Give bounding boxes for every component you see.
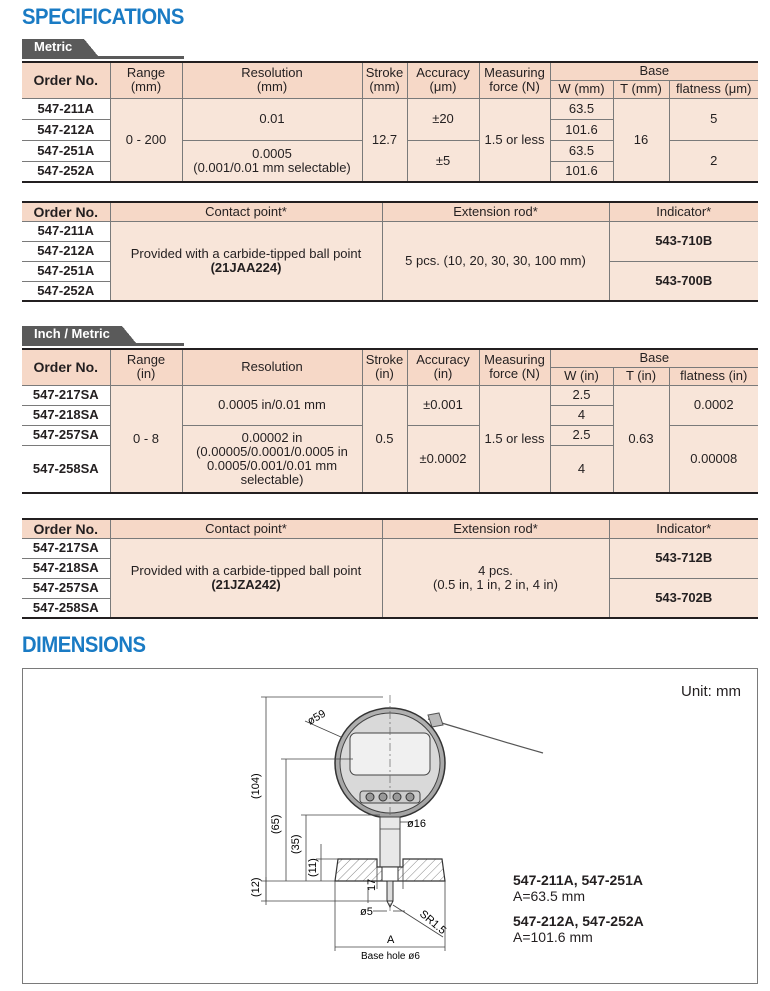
- indicator-cell: 543-710B: [609, 221, 758, 261]
- indicator-cell: 543-712B: [609, 538, 758, 578]
- w-cell: 2.5: [550, 425, 613, 445]
- col-accuracy: Accuracy (in): [407, 349, 479, 385]
- col-force: Measuring force (N): [479, 349, 550, 385]
- flatness-cell: 0.00008: [669, 425, 758, 493]
- order-cell: 547-211A: [22, 221, 110, 241]
- col-order-no: Order No.: [22, 349, 110, 385]
- force-cell: 1.5 or less: [479, 385, 550, 493]
- col-range: Range (in): [110, 349, 182, 385]
- col-base: Base: [550, 62, 758, 80]
- col-order-no: Order No.: [22, 519, 110, 538]
- order-cell: 547-217SA: [22, 385, 110, 405]
- dim-sr: SR1.5: [417, 908, 449, 937]
- dimensions-panel: [22, 668, 758, 984]
- dim-h11: (11): [307, 858, 319, 877]
- col-resolution: Resolution: [182, 349, 362, 385]
- order-cell: 547-257SA: [22, 578, 110, 598]
- w-cell: 63.5: [550, 140, 613, 161]
- col-contact-point: Contact point*: [110, 519, 382, 538]
- resolution-cell: 0.00002 in (0.00005/0.0001/0.0005 in 0.0005/0.001/0.01 mm selectable): [182, 425, 362, 493]
- order-cell: 547-257SA: [22, 425, 110, 445]
- col-indicator: Indicator*: [609, 519, 758, 538]
- order-cell: 547-212A: [22, 241, 110, 261]
- t-cell: 16: [613, 98, 669, 182]
- col-stroke: Stroke (mm): [362, 62, 407, 98]
- range-cell: 0 - 8: [110, 385, 182, 493]
- dim-d16: ø16: [407, 818, 426, 830]
- col-base: Base: [550, 349, 758, 367]
- flatness-cell: 2: [669, 140, 758, 182]
- order-cell: 547-218SA: [22, 558, 110, 578]
- t-cell: 0.63: [613, 385, 669, 493]
- dim-d59: ø59: [305, 707, 328, 728]
- col-w: W (mm): [550, 80, 613, 98]
- order-cell: 547-218SA: [22, 405, 110, 425]
- dim-a: A: [387, 934, 395, 946]
- col-resolution: Resolution (mm): [182, 62, 362, 98]
- col-order-no: Order No.: [22, 202, 110, 221]
- inch-spec-table: [22, 348, 758, 494]
- col-range: Range (mm): [110, 62, 182, 98]
- dimensions-title: DIMENSIONS: [22, 632, 146, 657]
- col-order-no: Order No.: [22, 62, 110, 98]
- extension-rod-cell: 5 pcs. (10, 20, 30, 30, 100 mm): [382, 221, 609, 301]
- stem: [380, 817, 400, 867]
- specifications-title: SPECIFICATIONS: [22, 4, 184, 29]
- col-stroke: Stroke (in): [362, 349, 407, 385]
- w-cell: 4: [550, 445, 613, 493]
- col-accuracy: Accuracy (μm): [407, 62, 479, 98]
- contact-point-cell: Provided with a carbide-tipped ball point (21JAA224): [110, 221, 382, 301]
- dim-base-hole: Base hole ø6: [361, 951, 420, 962]
- dim-d17: 17: [366, 878, 378, 891]
- w-cell: 63.5: [550, 98, 613, 119]
- stroke-cell: 0.5: [362, 385, 407, 493]
- metric-accessory-table: [22, 201, 758, 302]
- inch-metric-tag-label: Inch / Metric: [22, 326, 122, 343]
- flatness-cell: 5: [669, 98, 758, 140]
- depth-gauge-drawing: [23, 669, 759, 985]
- order-cell: 547-217SA: [22, 538, 110, 558]
- dim-h35: (35): [290, 834, 302, 854]
- inch-metric-tag: [22, 325, 136, 343]
- w-cell: 101.6: [550, 161, 613, 182]
- unit-label: Unit: mm: [681, 683, 741, 700]
- inch-accessory-table: [22, 518, 758, 619]
- range-cell: 0 - 200: [110, 98, 182, 182]
- cable-line: [428, 719, 543, 753]
- dim-d5: ø5: [360, 906, 373, 918]
- col-flatness: flatness (in): [669, 367, 758, 385]
- order-cell: 547-211A: [22, 98, 110, 119]
- col-flatness: flatness (μm): [669, 80, 758, 98]
- order-cell: 547-258SA: [22, 445, 110, 493]
- order-cell: 547-251A: [22, 140, 110, 161]
- resolution-cell: 0.0005 in/0.01 mm: [182, 385, 362, 425]
- order-cell: 547-212A: [22, 119, 110, 140]
- note-model-group-2: 547-212A, 547-252A A=101.6 mm: [513, 913, 644, 945]
- order-cell: 547-251A: [22, 261, 110, 281]
- w-cell: 4: [550, 405, 613, 425]
- accuracy-cell: ±0.001: [407, 385, 479, 425]
- contact-point-cell: Provided with a carbide-tipped ball point (21JZA242): [110, 538, 382, 618]
- order-cell: 547-252A: [22, 281, 110, 301]
- order-cell: 547-258SA: [22, 598, 110, 618]
- note-model-group-1: 547-211A, 547-251A A=63.5 mm: [513, 872, 643, 904]
- dim-h65: (65): [270, 814, 282, 834]
- col-indicator: Indicator*: [609, 202, 758, 221]
- col-t: T (in): [613, 367, 669, 385]
- order-cell: 547-252A: [22, 161, 110, 182]
- flatness-cell: 0.0002: [669, 385, 758, 425]
- indicator-cell: 543-702B: [609, 578, 758, 618]
- accuracy-cell: ±0.0002: [407, 425, 479, 493]
- stroke-cell: 12.7: [362, 98, 407, 182]
- dim-h104: (104): [250, 773, 262, 799]
- col-t: T (mm): [613, 80, 669, 98]
- dim-h12: (12): [250, 877, 262, 897]
- indicator-cell: 543-700B: [609, 261, 758, 301]
- col-extension-rod: Extension rod*: [382, 202, 609, 221]
- col-w: W (in): [550, 367, 613, 385]
- metric-tag-label: Metric: [22, 39, 84, 56]
- metric-spec-table: [22, 61, 758, 183]
- w-cell: 101.6: [550, 119, 613, 140]
- col-extension-rod: Extension rod*: [382, 519, 609, 538]
- col-force: Measuring force (N): [479, 62, 550, 98]
- accuracy-cell: ±5: [407, 140, 479, 182]
- col-contact-point: Contact point*: [110, 202, 382, 221]
- w-cell: 2.5: [550, 385, 613, 405]
- resolution-cell: 0.01: [182, 98, 362, 140]
- resolution-cell: 0.0005 (0.001/0.01 mm selectable): [182, 140, 362, 182]
- force-cell: 1.5 or less: [479, 98, 550, 182]
- accuracy-cell: ±20: [407, 98, 479, 140]
- extension-rod-cell: 4 pcs. (0.5 in, 1 in, 2 in, 4 in): [382, 538, 609, 618]
- metric-tag: [22, 38, 98, 56]
